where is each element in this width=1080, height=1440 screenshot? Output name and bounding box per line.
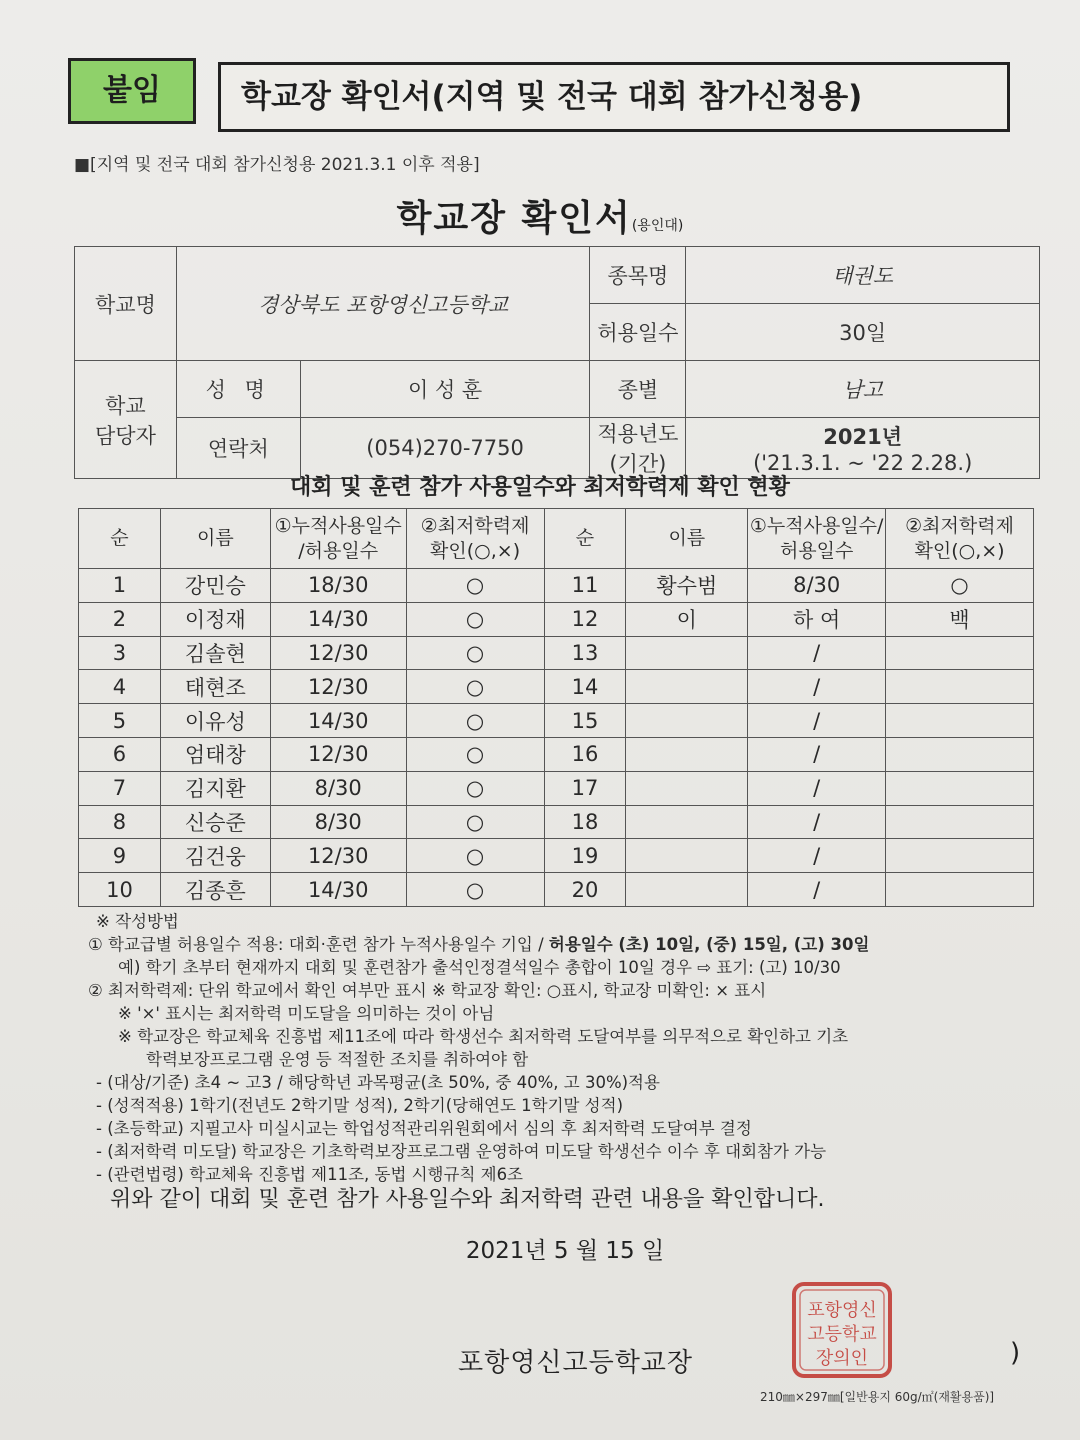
- form-title-sub: (용인대): [631, 218, 684, 234]
- svg-text:고등학교: 고등학교: [807, 1324, 877, 1345]
- row-min-academic-right: 백: [886, 602, 1034, 636]
- instruction-4-cont: 학력보장프로그램 운영 등 적절한 조치를 취하여야 함: [146, 1050, 529, 1069]
- row-no-right: 17: [544, 771, 626, 805]
- row-used-days: 8/30: [270, 771, 406, 805]
- manager-label-line1: 학교: [105, 393, 146, 418]
- col-used-days-right-line1: ①누적사용일수/: [749, 514, 884, 537]
- row-min-academic-right: [886, 873, 1034, 907]
- row-used-days-right: /: [748, 670, 886, 704]
- sport-value: 태권도: [686, 247, 1040, 304]
- row-min-academic-right: [886, 636, 1034, 670]
- sport-label: 종목명: [590, 247, 686, 304]
- row-used-days-right: /: [748, 636, 886, 670]
- row-no-right: 16: [544, 737, 626, 771]
- contact-value: (054)270-7750: [300, 418, 590, 479]
- table-row: [79, 737, 1034, 771]
- col-used-days-line1: ①누적사용일수: [274, 514, 402, 537]
- confirmation-statement: 위와 같이 대회 및 훈련 참가 사용일수와 최저학력 관련 내용을 확인합니다.: [110, 1187, 825, 1212]
- row-min-academic-right: [886, 839, 1034, 873]
- instruction-1-text: ① 학교급별 허용일수 적용: 대회·훈련 참가 누적사용일수 기입 /: [88, 935, 549, 954]
- row-min-academic-right: [886, 670, 1034, 704]
- instructions: [88, 910, 1038, 1186]
- row-used-days: 12/30: [270, 839, 406, 873]
- row-name: 김솔현: [160, 636, 270, 670]
- table-row: [79, 636, 1034, 670]
- year-value-line1: 2021년: [823, 425, 903, 449]
- row-min-academic-right: [886, 704, 1034, 738]
- instructions-heading: ※ 작성방법: [96, 912, 179, 931]
- instruction-1-example: 예) 학기 초부터 현재까지 대회 및 훈련참가 출석인정결석일수 총합이 10일 경우 ⇨ 표기: (고) 10/30: [118, 958, 841, 977]
- row-name-right: [626, 704, 748, 738]
- row-name-right: [626, 636, 748, 670]
- year-value-line2: ('21.3.1. ~ '22 2.28.): [753, 451, 973, 475]
- row-name-right: [626, 805, 748, 839]
- instruction-4: ※ 학교장은 학교체육 진흥법 제11조에 따라 학생선수 최저학력 도달여부를 의무적으로 확인하고 기초: [118, 1027, 849, 1046]
- row-min-academic-right: [886, 771, 1034, 805]
- col-no-right: 순: [544, 509, 626, 569]
- svg-text:장의인: 장의인: [815, 1348, 869, 1369]
- row-used-days: 14/30: [270, 873, 406, 907]
- table-row: [79, 704, 1034, 738]
- manager-label-line2: 담당자: [95, 423, 156, 448]
- col-name-right: 이름: [626, 509, 748, 569]
- instruction-3: ※ '×' 표시는 최저학력 미도달을 의미하는 것이 아님: [118, 1004, 495, 1023]
- row-used-days: 12/30: [270, 636, 406, 670]
- row-no-right: 11: [544, 569, 626, 603]
- form-title-text: 학교장 확인서: [396, 198, 632, 239]
- row-min-academic: ○: [406, 873, 544, 907]
- manager-label: [75, 361, 177, 479]
- table-row: [79, 569, 1034, 603]
- year-label-line2: (기간): [609, 452, 667, 476]
- row-name: 강민승: [160, 569, 270, 603]
- row-name: 신승준: [160, 805, 270, 839]
- detail-3: - (초등학교) 지필고사 미실시교는 학업성적관리위원회에서 심의 후 최저학력 도달여부 결정: [96, 1119, 752, 1138]
- row-min-academic-right: ○: [886, 569, 1034, 603]
- row-name-right: [626, 670, 748, 704]
- participation-table: [78, 508, 1034, 907]
- row-min-academic-right: [886, 805, 1034, 839]
- row-name-right: 이: [626, 602, 748, 636]
- school-name-value: 경상북도 포항영신고등학교: [176, 247, 590, 361]
- row-used-days-right: /: [748, 805, 886, 839]
- participation-table-body: [79, 569, 1034, 907]
- row-used-days: 12/30: [270, 670, 406, 704]
- row-no-right: 13: [544, 636, 626, 670]
- row-used-days-right: 8/30: [748, 569, 886, 603]
- participation-list-title: 대회 및 훈련 참가 사용일수와 최저학력제 확인 현황: [290, 475, 790, 500]
- col-min-academic-line1: ②최저학력제: [420, 514, 530, 537]
- col-used-days-right: [748, 509, 886, 569]
- row-min-academic: ○: [406, 839, 544, 873]
- col-min-academic: [406, 509, 544, 569]
- instruction-1: [88, 933, 1038, 956]
- year-label-line1: 적용년도: [597, 422, 679, 446]
- row-used-days-right: /: [748, 737, 886, 771]
- col-min-academic-line2: 확인(○,×): [430, 539, 521, 562]
- row-name-right: [626, 839, 748, 873]
- row-no: 1: [79, 569, 161, 603]
- row-no: 2: [79, 602, 161, 636]
- row-min-academic: ○: [406, 805, 544, 839]
- table-row: [79, 602, 1034, 636]
- principal-signature-line: 포항영신고등학교장: [458, 1348, 694, 1378]
- document-title: 학교장 확인서(지역 및 전국 대회 참가신청용): [218, 62, 1010, 132]
- row-used-days: 12/30: [270, 737, 406, 771]
- row-no: 8: [79, 805, 161, 839]
- row-no: 3: [79, 636, 161, 670]
- row-name: 김종흔: [160, 873, 270, 907]
- detail-2: - (성적적용) 1학기(전년도 2학기말 성적), 2학기(당해연도 1학기말 성적): [96, 1096, 624, 1115]
- gender-value: 남고: [686, 361, 1040, 418]
- row-name-right: 황수범: [626, 569, 748, 603]
- row-used-days-right: /: [748, 873, 886, 907]
- row-no: 4: [79, 670, 161, 704]
- row-min-academic: ○: [406, 569, 544, 603]
- row-name: 엄태창: [160, 737, 270, 771]
- row-used-days-right: /: [748, 771, 886, 805]
- row-name-right: [626, 737, 748, 771]
- row-name: 김건웅: [160, 839, 270, 873]
- row-no-right: 14: [544, 670, 626, 704]
- row-min-academic: ○: [406, 670, 544, 704]
- row-name: 이정재: [160, 602, 270, 636]
- school-info-table: [74, 246, 1040, 479]
- attachment-tag: 붙임: [68, 58, 196, 124]
- row-min-academic: ○: [406, 737, 544, 771]
- name-label: 성 명: [176, 361, 300, 418]
- participation-table-header: [79, 509, 1034, 569]
- row-no-right: 12: [544, 602, 626, 636]
- col-no: 순: [79, 509, 161, 569]
- table-row: [79, 873, 1034, 907]
- row-no-right: 20: [544, 873, 626, 907]
- col-min-academic-right: [886, 509, 1034, 569]
- row-name: 태현조: [160, 670, 270, 704]
- col-name: 이름: [160, 509, 270, 569]
- allowed-days-value: 30일: [686, 304, 1040, 361]
- row-used-days-right: 하 여: [748, 602, 886, 636]
- row-used-days: 8/30: [270, 805, 406, 839]
- row-name-right: [626, 771, 748, 805]
- detail-4: - (최저학력 미도달) 학교장은 기초학력보장프로그램 운영하여 미도달 학생선수 이수 후 대회참가 가능: [96, 1142, 827, 1161]
- detail-1: - (대상/기준) 초4 ~ 고3 / 해당학년 과목평균(초 50%, 중 40%, 고 30%)적용: [96, 1073, 660, 1092]
- row-used-days-right: /: [748, 839, 886, 873]
- form-title: [0, 190, 1080, 241]
- col-used-days: [270, 509, 406, 569]
- row-no: 10: [79, 873, 161, 907]
- name-value: 이 성 훈: [300, 361, 590, 418]
- table-row: [79, 670, 1034, 704]
- row-used-days: 14/30: [270, 704, 406, 738]
- svg-text:포항영신: 포항영신: [807, 1300, 877, 1321]
- row-no: 5: [79, 704, 161, 738]
- row-no: 7: [79, 771, 161, 805]
- official-seal-icon: [790, 1280, 894, 1380]
- row-no-right: 19: [544, 839, 626, 873]
- table-row: [79, 839, 1034, 873]
- row-name: 김지환: [160, 771, 270, 805]
- row-used-days: 14/30: [270, 602, 406, 636]
- instruction-2: ② 최저학력제: 단위 학교에서 확인 여부만 표시 ※ 학교장 확인: ○표시, 학교장 미확인: × 표시: [88, 981, 767, 1000]
- row-used-days-right: /: [748, 704, 886, 738]
- allowed-days-label: 허용일수: [590, 304, 686, 361]
- paper-spec-note: 210㎜×297㎜[일반용지 60g/㎡(재활용품)]: [760, 1390, 995, 1404]
- col-used-days-right-line2: 허용일수: [779, 539, 854, 562]
- school-name-label: 학교명: [75, 247, 177, 361]
- row-no-right: 18: [544, 805, 626, 839]
- row-min-academic: ○: [406, 602, 544, 636]
- contact-label: 연락처: [176, 418, 300, 479]
- row-min-academic: ○: [406, 636, 544, 670]
- row-no: 6: [79, 737, 161, 771]
- row-name-right: [626, 873, 748, 907]
- col-used-days-line2: /허용일수: [298, 539, 379, 562]
- col-min-academic-right-line2: 확인(○,×): [914, 539, 1005, 562]
- detail-5: - (관련법령) 학교체육 진흥법 제11조, 동법 시행규칙 제6조: [96, 1165, 523, 1184]
- table-row: [79, 805, 1034, 839]
- row-min-academic: ○: [406, 704, 544, 738]
- signing-date: 2021년 5 월 15 일: [465, 1238, 665, 1264]
- row-min-academic-right: [886, 737, 1034, 771]
- instruction-1-bold: 허용일수 (초) 10일, (중) 15일, (고) 30일: [548, 935, 870, 954]
- row-used-days: 18/30: [270, 569, 406, 603]
- row-no-right: 15: [544, 704, 626, 738]
- col-min-academic-right-line1: ②최저학력제: [905, 514, 1014, 537]
- row-no: 9: [79, 839, 161, 873]
- applicability-note: ■[지역 및 전국 대회 참가신청용 2021.3.1 이후 적용]: [74, 155, 480, 175]
- table-row: [79, 771, 1034, 805]
- row-min-academic: ○: [406, 771, 544, 805]
- gender-label: 종별: [590, 361, 686, 418]
- closing-paren: ): [1010, 1338, 1021, 1368]
- row-name: 이유성: [160, 704, 270, 738]
